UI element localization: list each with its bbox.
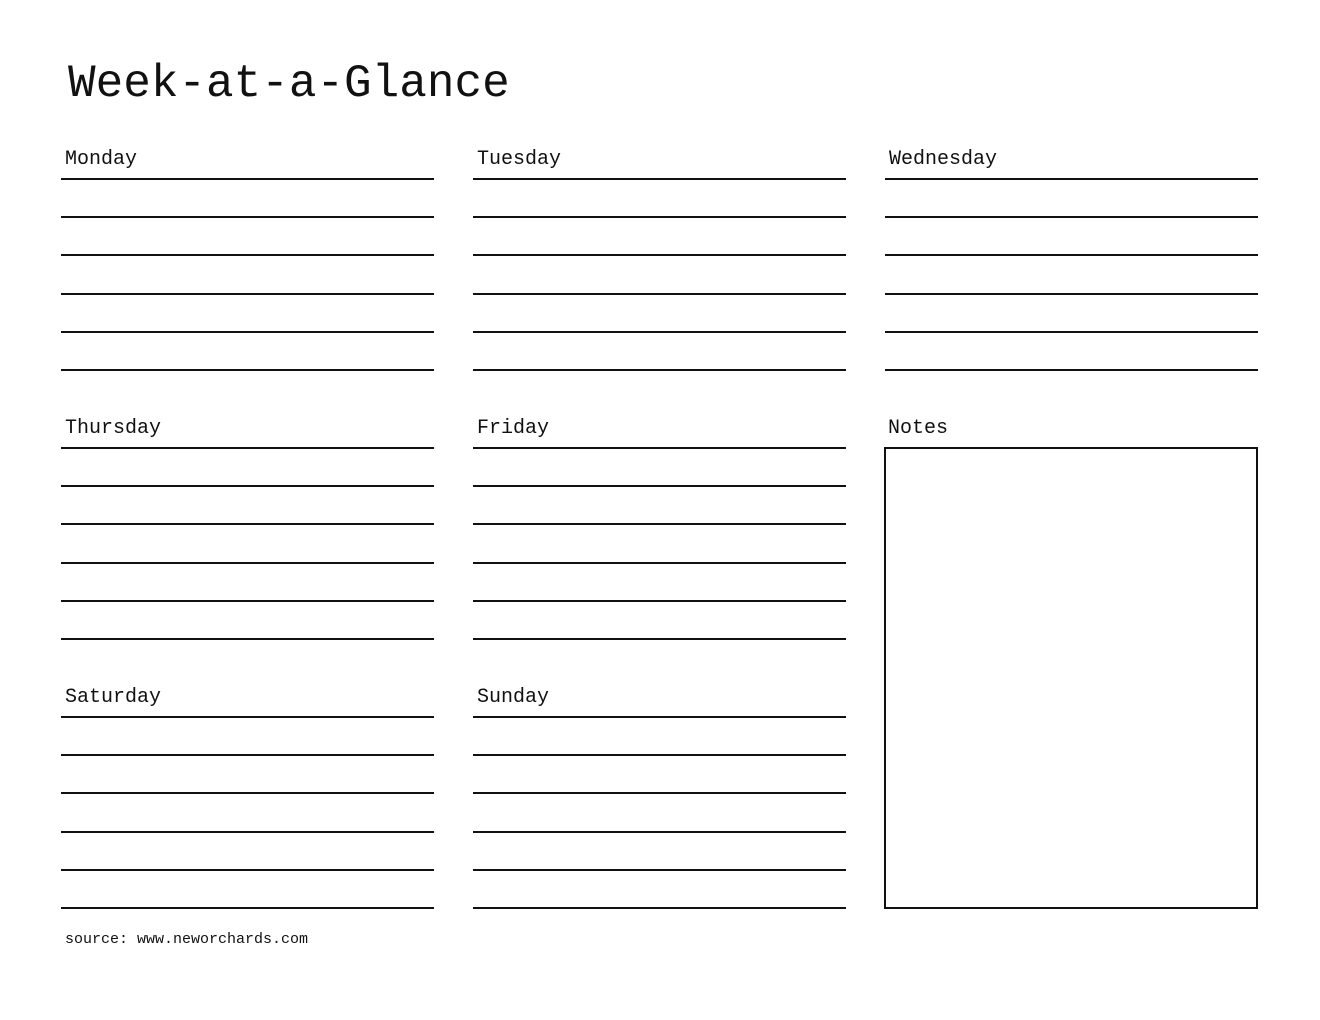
writing-line — [473, 754, 846, 756]
writing-line — [473, 523, 846, 525]
writing-line — [473, 907, 846, 909]
writing-line — [61, 485, 434, 487]
writing-line — [61, 754, 434, 756]
writing-line — [61, 216, 434, 218]
writing-line — [61, 716, 434, 718]
writing-line — [473, 869, 846, 871]
writing-line — [473, 600, 846, 602]
writing-line — [885, 216, 1258, 218]
writing-line — [61, 293, 434, 295]
writing-line — [885, 178, 1258, 180]
writing-line — [473, 178, 846, 180]
notes-label: Notes — [888, 417, 949, 440]
writing-line — [473, 447, 846, 449]
writing-line — [885, 254, 1258, 256]
writing-line — [61, 447, 434, 449]
writing-line — [473, 831, 846, 833]
writing-line — [473, 638, 846, 640]
writing-line — [473, 792, 846, 794]
day-label: Saturday — [65, 686, 162, 709]
day-label: Friday — [477, 417, 550, 440]
writing-line — [61, 638, 434, 640]
writing-line — [61, 831, 434, 833]
writing-line — [473, 293, 846, 295]
writing-line — [61, 178, 434, 180]
writing-line — [61, 907, 434, 909]
writing-line — [61, 600, 434, 602]
day-label: Wednesday — [889, 148, 998, 171]
writing-line — [473, 562, 846, 564]
writing-line — [473, 331, 846, 333]
writing-line — [61, 369, 434, 371]
writing-line — [61, 792, 434, 794]
writing-line — [61, 523, 434, 525]
writing-line — [885, 293, 1258, 295]
writing-line — [61, 254, 434, 256]
day-label: Thursday — [65, 417, 162, 440]
day-label: Monday — [65, 148, 138, 171]
writing-line — [61, 869, 434, 871]
writing-line — [473, 369, 846, 371]
writing-line — [473, 485, 846, 487]
notes-box[interactable] — [884, 447, 1258, 909]
day-label: Tuesday — [477, 148, 562, 171]
writing-line — [473, 254, 846, 256]
writing-line — [473, 716, 846, 718]
writing-line — [61, 562, 434, 564]
writing-line — [885, 369, 1258, 371]
day-label: Sunday — [477, 686, 550, 709]
page-title: Week-at-a-Glance — [68, 58, 510, 110]
source-footer: source: www.neworchards.com — [65, 931, 309, 948]
writing-line — [885, 331, 1258, 333]
writing-line — [61, 331, 434, 333]
writing-line — [473, 216, 846, 218]
